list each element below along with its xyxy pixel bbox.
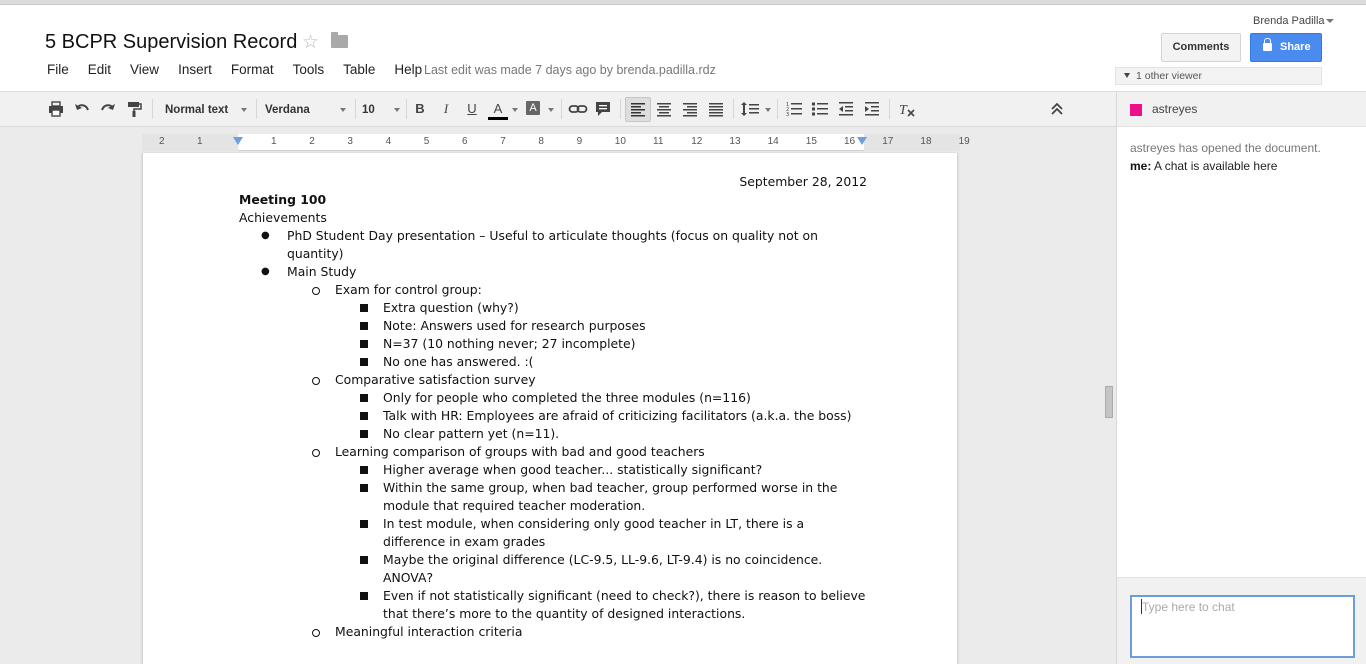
last-edit-link[interactable]: Last edit was made 7 days ago by brenda.padilla.rdz bbox=[424, 63, 716, 77]
scrollbar-thumb[interactable] bbox=[1105, 386, 1113, 418]
doc-section-title: Achievements bbox=[239, 210, 327, 225]
ruler-tick-label: 11 bbox=[653, 136, 664, 147]
star-icon[interactable]: ☆ bbox=[302, 32, 320, 53]
ruler-tick-label: 14 bbox=[767, 136, 779, 147]
list-item: Higher average when good teacher... statistically significant? bbox=[239, 461, 867, 479]
chat-messages bbox=[1130, 139, 1360, 175]
menu-format[interactable]: Format bbox=[230, 62, 274, 77]
bold-button[interactable]: B bbox=[415, 101, 425, 116]
doc-heading: Meeting 100 bbox=[239, 192, 327, 207]
lock-icon bbox=[1263, 43, 1272, 51]
highlight-color-button[interactable]: A bbox=[526, 101, 540, 115]
decrease-indent-icon[interactable] bbox=[837, 100, 855, 118]
menu-bar bbox=[47, 62, 441, 77]
document-body[interactable] bbox=[239, 173, 867, 641]
chat-message-text: A chat is available here bbox=[1154, 159, 1278, 173]
share-label: Share bbox=[1280, 41, 1311, 53]
toolbar-separator bbox=[406, 99, 407, 119]
list-item: Maybe the original difference (LC-9.5, LL-9.6, LT-9.4) is no coincidence. ANOVA? bbox=[239, 551, 867, 587]
viewers-label: 1 other viewer bbox=[1136, 70, 1202, 82]
menu-file[interactable]: File bbox=[47, 62, 69, 77]
ruler-tick-label: 18 bbox=[920, 136, 932, 147]
toolbar-separator bbox=[256, 99, 257, 119]
chat-input[interactable] bbox=[1130, 595, 1355, 658]
list-item: Within the same group, when bad teacher, group performed worse in the module that required teacher moderation. bbox=[239, 479, 867, 515]
chat-message bbox=[1130, 157, 1360, 175]
paint-format-icon[interactable] bbox=[125, 100, 143, 118]
toolbar-separator bbox=[777, 99, 778, 119]
chat-input-area bbox=[1117, 577, 1366, 664]
doc-bullet-list bbox=[239, 227, 867, 641]
list-item: Extra question (why?) bbox=[239, 299, 867, 317]
align-justify-icon[interactable] bbox=[707, 100, 725, 118]
ruler-tick-label: 17 bbox=[882, 136, 894, 147]
account-name[interactable]: Brenda Padilla bbox=[1253, 15, 1325, 27]
comments-button[interactable]: Comments bbox=[1161, 33, 1241, 62]
ruler-tick-label: 2 bbox=[159, 136, 165, 147]
toolbar-separator bbox=[561, 99, 562, 119]
list-item: Learning comparison of groups with bad and good teachers bbox=[239, 443, 867, 461]
align-right-icon[interactable] bbox=[681, 100, 699, 118]
toolbar-separator bbox=[733, 99, 734, 119]
list-item: ● PhD Student Day presentation – Useful to articulate thoughts (focus on quality not on quantity) bbox=[239, 227, 867, 263]
font-dropdown[interactable]: Verdana bbox=[265, 104, 310, 116]
menu-tools[interactable]: Tools bbox=[292, 62, 325, 77]
ruler-tick-label: 1 bbox=[271, 136, 277, 147]
text-cursor bbox=[1141, 599, 1142, 614]
ruler-tick-label: 13 bbox=[729, 136, 741, 147]
collaborator-name[interactable]: astreyes bbox=[1152, 102, 1198, 116]
style-dropdown[interactable]: Normal text bbox=[165, 104, 229, 116]
print-icon[interactable] bbox=[47, 100, 65, 118]
menu-insert[interactable]: Insert bbox=[178, 62, 212, 77]
doc-header bbox=[0, 5, 1366, 91]
ruler-tick-label: 19 bbox=[958, 136, 970, 147]
list-item: No one has answered. :( bbox=[239, 353, 867, 371]
comment-icon[interactable] bbox=[594, 100, 612, 118]
caret-down-icon bbox=[340, 108, 346, 112]
svg-text:1: 1 bbox=[786, 102, 790, 108]
chat-panel bbox=[1116, 91, 1366, 664]
toolbar-separator bbox=[152, 99, 153, 119]
line-spacing-icon[interactable] bbox=[740, 100, 760, 118]
list-item: Exam for control group: bbox=[239, 281, 867, 299]
redo-icon[interactable] bbox=[99, 100, 117, 118]
svg-text:2: 2 bbox=[786, 107, 790, 113]
ruler-left-margin bbox=[142, 134, 238, 151]
list-item: ● Main Study bbox=[239, 263, 867, 281]
list-item: Talk with HR: Employees are afraid of criticizing facilitators (a.k.a. the boss) bbox=[239, 407, 867, 425]
caret-down-icon bbox=[765, 108, 771, 112]
ruler-tick-label: 16 bbox=[844, 136, 856, 147]
underline-button[interactable]: U bbox=[467, 101, 477, 116]
list-item: Note: Answers used for research purposes bbox=[239, 317, 867, 335]
caret-down-icon bbox=[548, 108, 554, 112]
list-item: N=37 (10 nothing never; 27 incomplete) bbox=[239, 335, 867, 353]
svg-text:3: 3 bbox=[786, 112, 790, 118]
list-item: Only for people who completed the three modules (n=116) bbox=[239, 389, 867, 407]
list-item: Comparative satisfaction survey bbox=[239, 371, 867, 389]
document-scrollbar[interactable] bbox=[1102, 128, 1116, 664]
formatting-toolbar bbox=[0, 91, 1116, 127]
list-item: In test module, when considering only good teacher in LT, there is a difference in exam grades bbox=[239, 515, 867, 551]
svg-text:T: T bbox=[899, 103, 907, 118]
horizontal-ruler[interactable] bbox=[142, 134, 970, 151]
ruler-tick-label: 2 bbox=[309, 136, 315, 147]
chat-system-message: astreyes has opened the document. bbox=[1130, 141, 1321, 155]
doc-date: September 28, 2012 bbox=[739, 174, 867, 189]
italic-button[interactable]: I bbox=[443, 101, 449, 116]
toolbar-separator bbox=[889, 99, 890, 119]
menu-table[interactable]: Table bbox=[343, 62, 376, 77]
menu-edit[interactable]: Edit bbox=[87, 62, 112, 77]
ruler-tick-label: 5 bbox=[423, 136, 430, 147]
toolbar-separator bbox=[355, 99, 356, 119]
caret-down-icon bbox=[394, 108, 400, 112]
clear-formatting-icon[interactable] bbox=[897, 100, 917, 118]
ruler-tick-label: 3 bbox=[347, 136, 353, 147]
ruler-tick-label: 10 bbox=[614, 136, 626, 147]
menu-help[interactable]: Help bbox=[394, 62, 423, 77]
right-indent-marker[interactable] bbox=[857, 137, 867, 145]
first-line-indent-marker[interactable] bbox=[233, 137, 243, 145]
list-item: Meaningful interaction criteria bbox=[239, 623, 867, 641]
link-icon[interactable] bbox=[568, 100, 588, 118]
menu-view[interactable]: View bbox=[130, 62, 160, 77]
bulleted-list-icon[interactable] bbox=[811, 100, 829, 118]
align-left-icon bbox=[629, 100, 647, 118]
ruler-right-margin bbox=[864, 134, 960, 151]
align-center-icon[interactable] bbox=[655, 100, 673, 118]
list-item: Even if not statistically significant (need to check?), there is reason to believe that there’s more to the quantity of designed interactions. bbox=[239, 587, 867, 623]
doc-title[interactable]: 5 BCPR Supervision Record bbox=[45, 31, 298, 53]
viewers-dropdown[interactable] bbox=[1115, 67, 1322, 85]
caret-down-icon bbox=[241, 108, 247, 112]
ruler-tick-label: 8 bbox=[538, 136, 544, 147]
collaborator-color-swatch bbox=[1130, 104, 1142, 116]
share-button[interactable] bbox=[1250, 33, 1322, 62]
ruler-tick-label: 9 bbox=[576, 136, 583, 147]
chat-sender: me: bbox=[1130, 159, 1152, 173]
list-item: No clear pattern yet (n=11). bbox=[239, 425, 867, 443]
toolbar-separator bbox=[620, 99, 621, 119]
collaborators-header bbox=[1117, 91, 1366, 127]
ruler-tick-label: 6 bbox=[462, 136, 468, 147]
numbered-list-icon[interactable] bbox=[785, 100, 803, 118]
account-caret-icon[interactable] bbox=[1326, 19, 1334, 23]
ruler-tick-label: 15 bbox=[805, 136, 817, 147]
folder-icon[interactable] bbox=[331, 35, 348, 48]
font-size-dropdown[interactable]: 10 bbox=[362, 104, 375, 116]
increase-indent-icon[interactable] bbox=[863, 100, 881, 118]
ruler-tick-label: 7 bbox=[500, 136, 506, 147]
document-page[interactable] bbox=[142, 153, 958, 664]
undo-icon[interactable] bbox=[73, 100, 91, 118]
collapse-toolbar-icon[interactable] bbox=[1048, 100, 1066, 118]
ruler-tick-label: 1 bbox=[197, 136, 203, 147]
text-color-swatch bbox=[488, 117, 508, 120]
text-color-letter: A bbox=[493, 101, 503, 116]
text-color-button[interactable] bbox=[488, 100, 508, 118]
caret-down-icon bbox=[512, 108, 518, 112]
ruler-tick-label: 4 bbox=[385, 136, 392, 147]
caret-down-icon bbox=[1124, 73, 1130, 78]
ruler-tick-label: 12 bbox=[691, 136, 703, 147]
